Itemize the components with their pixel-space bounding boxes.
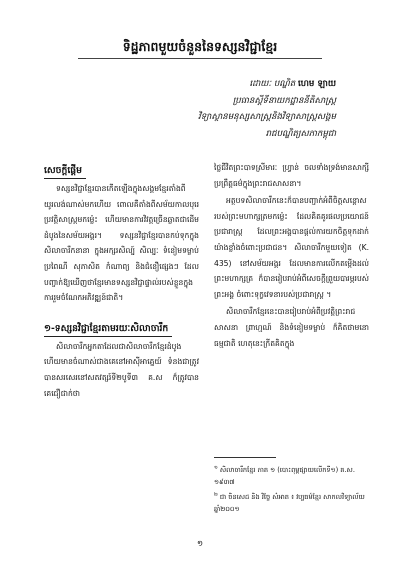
left-column bbox=[44, 158, 199, 401]
footnote-2: $^២$ ជា ចិនសេដ និង វិច្ចែ សំអាត ៖ វប្បធម៌ខ្មែរ សាកលវិទ្យាល័យ ឆ្នាំ២០០១ bbox=[214, 492, 365, 514]
author-role-3: រាជបណ្ឌិត្យសភាកម្ពុជា bbox=[265, 128, 336, 139]
author-prefix: ដោយៈ បណ្ឌិត bbox=[249, 79, 296, 89]
page-number: ១ bbox=[196, 539, 204, 548]
intro-paragraph: ទស្សនវិជ្ជាខ្មែរបានកើតឡើងក្នុងសង្គមខ្មែរតាំងពីយូរលង់ណាស់មកហើយ ពោលគឺតាំងពីសម័យកាលបុរេប្រវត្តិសាស្ត្រមកម្ល៉េះ ហើយមានការវិវត្តច្រើនឆ្លាតជាដើមដំបូងនៃសម័យអង្គរ។ ទស្សនវិជ្ជាខ្មែរបានកប់ទុកក្នុងសិលាចារឹកនានា ក្នុងអក្សរសិល្ប៍ សិល្បៈ ទំនៀមទម្លាប់ ប្រពៃណី សុភាសិត កំណាព្យ និងជំនឿផ្សេងៗ ដែលបញ្ចាក់ឱ្យឃើញថាខ្មែរមានទស្សនវិជ្ជាផ្ទាល់របស់ខ្លួនក្នុងការរួមចំណែកអភិវឌ្ឍន៍ជាតិ។ bbox=[44, 184, 199, 303]
author-role-2: វិទ្យាស្ថានមនុស្សសាស្ត្រនិងវិទ្យាសាស្ត្រសង្គម bbox=[197, 112, 336, 122]
right-paragraph-1: ថ្លៃជីវិតព្រះបាទស្រីមារៈ ហ្វ្រាន់ ចលទាំងទ្រង់មានសាក្សីប្រព្រឹត្តធម៌ក្នុងព្រះរាជសាសនា។ bbox=[214, 163, 369, 188]
author-line bbox=[156, 76, 336, 93]
footnote-1: $^១$ សិលាចារឹកខ្មែរ ភាគ ១ (បោះពុម្ពផ្សាយលើកទី១) គ.ស. ១៩៣៧ bbox=[214, 465, 355, 487]
author-name: ហេម ឡាយ bbox=[297, 79, 336, 89]
title-underline bbox=[78, 58, 322, 59]
section1-heading: ១-ទស្សនវិជ្ជាខ្មែរតាមរយៈសិលាចារឹក bbox=[44, 321, 172, 337]
page-title: ទិដ្ឋភាពមួយចំនួននៃទស្សនវិជ្ជាខ្មែរ bbox=[122, 39, 278, 54]
right-paragraph-3: សិលាចារឹកខ្មែរនេះបានរៀបរាប់អំពីប្រវត្តិព្រះរាជ សាសនា ព្រាហ្មណ៍ និងទំនៀមទម្លាប់ ក៏គិតថាមនោធម្មជាតិ ហេតុនេះក្រីតគិតក្នុង bbox=[214, 307, 369, 348]
right-column bbox=[214, 158, 369, 351]
section1-paragraph: សិលាចារឹកអ្នកតា​ដែលជាសិលាចារឹកខ្មែរដំបូង ហើយមានចំណាស់ជាងគេនៅអាស៊ីអាគ្នេយ៍ ទំនងជាត្រូវបានសរសេរនៅសតវត្សរ៍ទី២បូទី៣ គ.ស ក៏ត្រូវបានគេជឿជាក់ថា bbox=[44, 341, 199, 398]
right-paragraph-2: អត្ថបទសិលាចារឹកនេះក៏បានបញ្ជាក់អំពីចិត្តសន្តោសរបស់ព្រះមហាក្សត្រមកម្ល៉េះ ដែលគិតគូរផលប្រយោជន៍ប្រជារាស្ត្រ ដែលព្រះអង្គបានផ្ដល់ការយកចិត្តទុកដាក់យ៉ាងខ្លាំងចំពោះប្រជាជន។ សិលាចារឹកមួយទៀត (K. 435) នៅសម័យអង្គរ ដែលមានការលើកតម្កើងដល់ព្រះមហាក្សត្រ ក៏បានរៀបរាប់អំពីសេចក្តីព្រួយបារម្ភរបស់ព្រះអង្គ ចំពោះទុក្ខវេទនារបស់ប្រជារាស្ត្រ ។ bbox=[214, 196, 369, 299]
footnote-divider bbox=[214, 457, 276, 458]
intro-heading: សេចក្តីផ្តើម bbox=[44, 163, 86, 179]
footnote-1-text: សិលាចារឹកខ្មែរ ភាគ ១ (បោះពុម្ពផ្សាយលើកទី១) គ.ស. ១៩៣៧ bbox=[214, 466, 355, 487]
footnote-2-text: ជា ចិនសេដ និង វិច្ចែ សំអាត ៖ វប្បធម៌ខ្មែរ សាកលវិទ្យាល័យ ឆ្នាំ២០០១ bbox=[214, 493, 365, 514]
author-role-1: ប្រធានស្តីទីនាយកដ្ឋាននីតិសាស្ត្រ bbox=[232, 95, 336, 106]
author-block bbox=[156, 76, 336, 142]
